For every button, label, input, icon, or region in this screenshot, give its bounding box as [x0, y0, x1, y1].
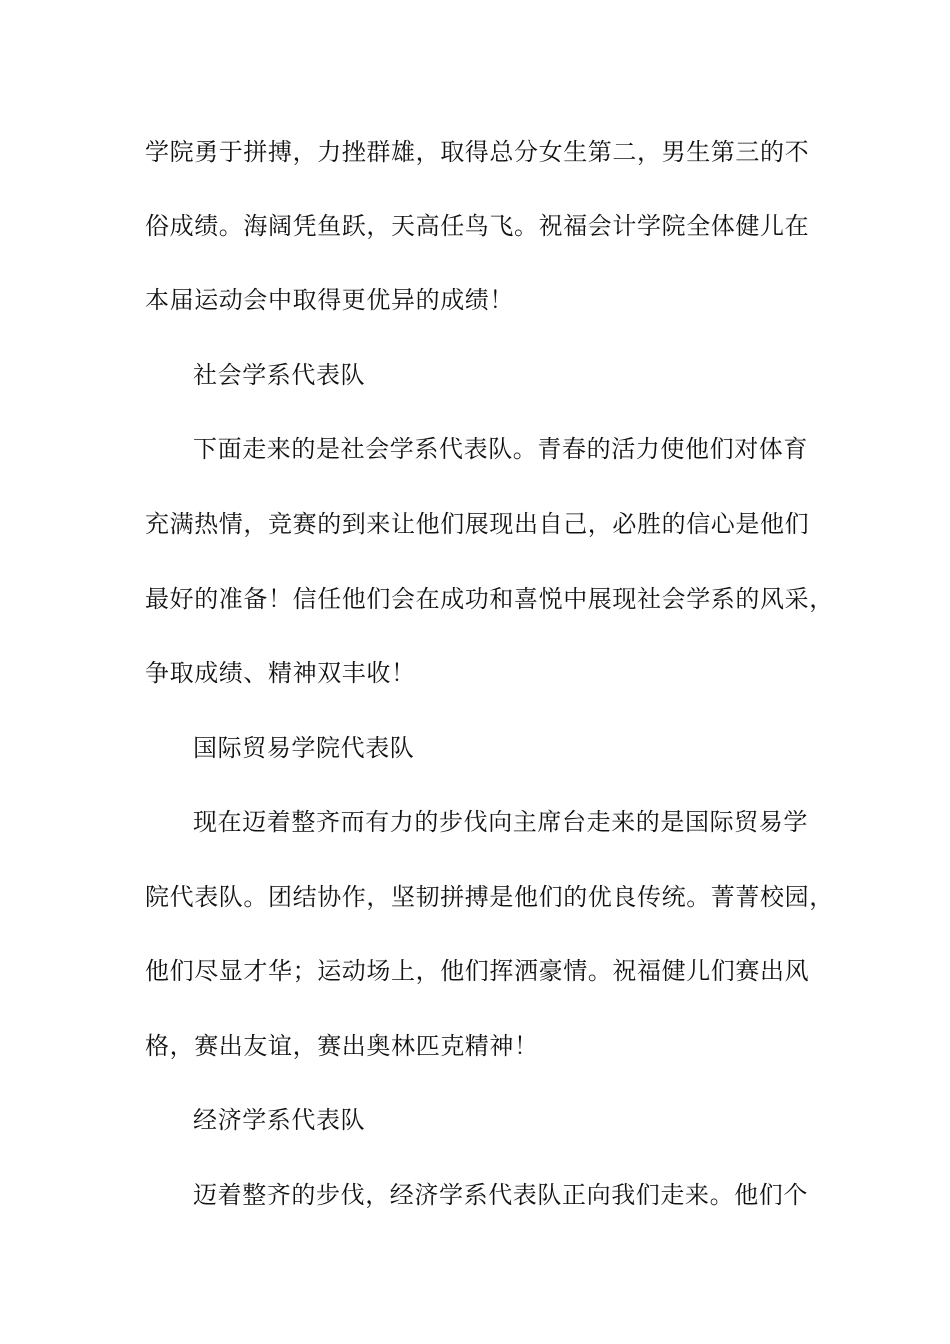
- paragraph-line: 最好的准备！信任他们会在成功和喜悦中展现社会学系的风采，: [145, 585, 834, 613]
- paragraph-line: 迈着整齐的步伐，经济学系代表队正向我们走来。他们个: [193, 1181, 808, 1209]
- paragraph-line: 下面走来的是社会学系代表队。青春的活力使他们对体育: [193, 435, 808, 463]
- paragraph-line: 俗成绩。海阔凭鱼跃，天高任鸟飞。祝福会计学院全体健儿在: [145, 212, 810, 240]
- section-heading-sociology: 社会学系代表队: [193, 361, 366, 389]
- paragraph-line: 学院勇于拼搏，力挫群雄，取得总分女生第二，男生第三的不: [145, 138, 810, 166]
- paragraph-line: 充满热情，竞赛的到来让他们展现出自己，必胜的信心是他们: [145, 510, 810, 538]
- paragraph-line: 争取成绩、精神双丰收！: [145, 659, 416, 687]
- paragraph-line: 院代表队。团结协作，坚韧拼搏是他们的优良传统。菁菁校园，: [145, 883, 834, 911]
- section-heading-international-trade: 国际贸易学院代表队: [193, 734, 415, 762]
- paragraph-line: 他们尽显才华；运动场上，他们挥洒豪情。祝福健儿们赛出风: [145, 957, 810, 985]
- paragraph-line: 本届运动会中取得更优异的成绩！: [145, 286, 514, 314]
- section-heading-economics: 经济学系代表队: [193, 1106, 366, 1134]
- paragraph-line: 现在迈着整齐而有力的步伐向主席台走来的是国际贸易学: [193, 808, 808, 836]
- paragraph-line: 格，赛出友谊，赛出奥林匹克精神！: [145, 1032, 539, 1060]
